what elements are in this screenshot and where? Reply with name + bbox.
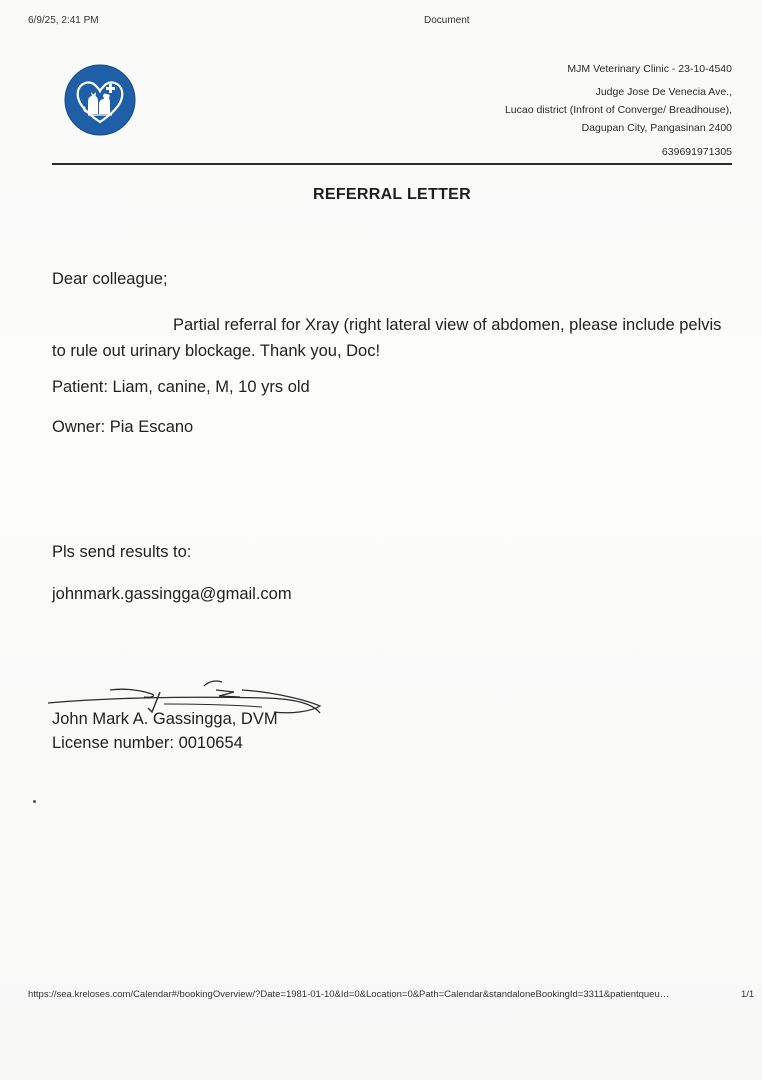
send-results-label: Pls send results to:: [52, 543, 192, 561]
patient-info: Patient: Liam, canine, M, 10 yrs old: [52, 378, 310, 396]
print-header-title: Document: [424, 15, 470, 26]
results-email: johnmark.gassingga@gmail.com: [52, 585, 292, 603]
clinic-phone: 639691971305: [661, 146, 732, 158]
scan-speck: [33, 800, 36, 803]
header-divider: [52, 163, 732, 165]
print-footer-url: https://sea.kreloses.com/Calendar#/bookingOverview/?Date=1981-01-10&Id=0&Location=0&Path=Calendar&standaloneBookingId=3311&patientqueu…: [28, 989, 670, 1000]
owner-info: Owner: Pia Escano: [52, 418, 194, 436]
letter-title: REFERRAL LETTER: [313, 186, 471, 203]
referral-text: Partial referral for Xray (right lateral view of abdomen, please include pelvis to rule out urinary blockage. Thank you, Doc!: [52, 316, 722, 360]
salutation: Dear colleague;: [52, 270, 168, 288]
clinic-address-line1: Judge Jose De Venecia Ave.,: [595, 86, 732, 98]
clinic-logo-icon: [64, 64, 136, 136]
clinic-address-line3: Dagupan City, Pangasinan 2400: [581, 122, 732, 134]
signatory-name: John Mark A. Gassingga, DVM: [52, 710, 278, 728]
print-footer-page-number: 1/1: [741, 989, 755, 1000]
print-header-datetime: 6/9/25, 2:41 PM: [28, 15, 99, 26]
license-number: License number: 0010654: [52, 734, 243, 752]
clinic-address-line2: Lucao district (Infront of Converge/ Breadhouse),: [504, 104, 732, 116]
clinic-name: MJM Veterinary Clinic - 23-10-4540: [567, 63, 732, 75]
clinic-info-block: [412, 60, 732, 161]
